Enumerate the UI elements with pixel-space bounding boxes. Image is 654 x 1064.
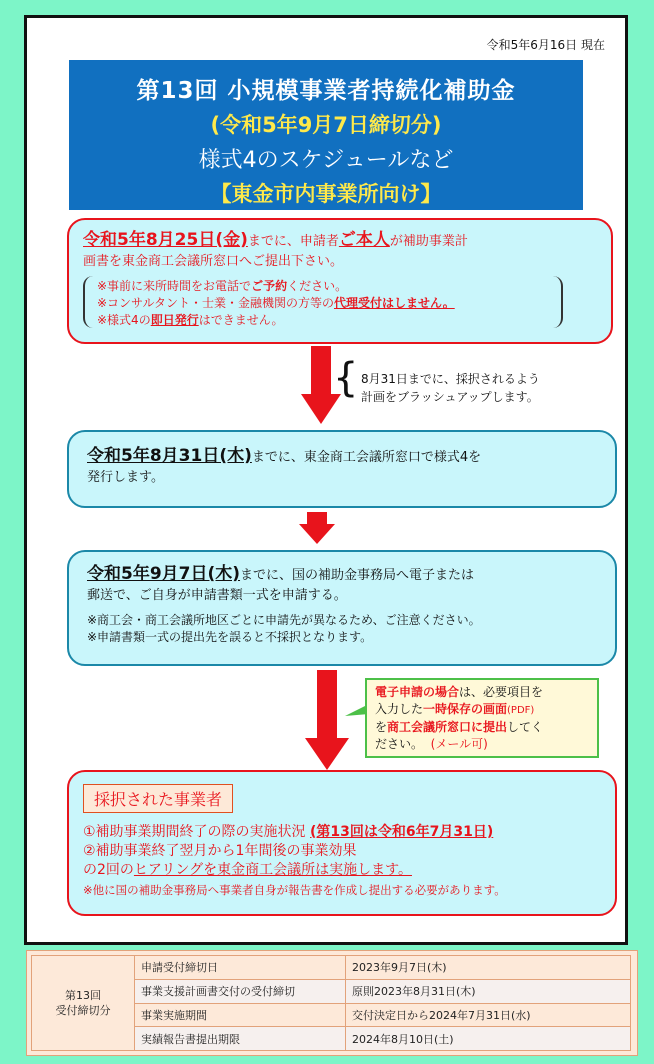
banner-target: 【東金市内事業所向け】 xyxy=(210,182,442,206)
step2-text-b: 発行します。 xyxy=(87,470,164,485)
table-head-cell: 第13回 受付締切分 xyxy=(32,956,135,1051)
flyer-frame xyxy=(24,15,628,945)
table-row-value: 2023年9月7日(木) xyxy=(346,956,631,980)
table-row-value: 交付決定日から2024年7月31日(水) xyxy=(346,1003,631,1027)
step2-date: 令和5年8月31日(木) xyxy=(87,446,252,466)
banner-subtitle: 様式4のスケジュールなど xyxy=(198,148,454,173)
step1-text-b: が補助事業計 xyxy=(389,234,468,249)
step2-box xyxy=(67,430,617,508)
title-banner xyxy=(69,60,583,210)
arrow-down-icon xyxy=(305,670,349,772)
table-row-value: 2024年8月10日(土) xyxy=(346,1027,631,1051)
arrow-down-icon xyxy=(299,512,335,546)
table-row-label: 事業支援計画書交付の受付締切 xyxy=(135,979,346,1003)
step1-text-c: 画書を東金商工会議所窓口へご提出下さい。 xyxy=(83,254,344,269)
step4-line-3: の2回のヒアリングを東金商工会議所は実施します。 xyxy=(83,862,412,878)
step4-box xyxy=(67,770,617,916)
table-row-label: 申請受付締切日 xyxy=(135,956,346,980)
step3-text-b: 郵送で、ご自身が申請書類一式を申請する。 xyxy=(87,588,347,603)
step1-box xyxy=(67,218,613,344)
step1-notes-bracket xyxy=(83,276,563,328)
step2-text-a: までに、東金商工会議所窓口で様式4を xyxy=(251,450,482,465)
step1-text xyxy=(83,230,597,272)
step3-date: 令和5年9月7日(木) xyxy=(87,564,241,584)
table-row-label: 実績報告書提出期限 xyxy=(135,1027,346,1051)
side-note-line2: 計画をブラッシュアップします。 xyxy=(361,390,539,404)
side-note xyxy=(361,370,540,406)
date-stamp: 令和5年6月16日 現在 xyxy=(486,38,605,52)
step1-person: ご本人 xyxy=(338,230,390,250)
step2-text xyxy=(87,446,597,488)
step1-note-3: ※様式4の即日発行はできません。 xyxy=(97,313,284,327)
step3-text xyxy=(87,564,597,606)
step1-date: 令和5年8月25日(金) xyxy=(83,230,248,250)
banner-title: 第13回 小規模事業者持続化補助金 xyxy=(136,78,516,104)
selected-business-tag: 採択された事業者 xyxy=(83,784,233,813)
electronic-application-note: 電子申請の場合は、必要項目を 入力した一時保存の画面(PDF) を商工会議所窓口に提出してく ださい。 (メール可) xyxy=(365,678,599,758)
table-row-label: 事業実施期間 xyxy=(135,1003,346,1027)
step3-note-1: ※商工会・商工会議所地区ごとに申請先が異なるため、ご注意ください。 xyxy=(87,613,481,627)
step4-note: ※他に国の補助金事務局へ事業者自身が報告書を作成し提出する必要があります。 xyxy=(83,883,506,897)
schedule-table xyxy=(31,955,631,1051)
step3-box xyxy=(67,550,617,666)
banner-deadline: (令和5年9月7日締切分) xyxy=(210,113,442,137)
table-row-value: 原則2023年8月31日(木) xyxy=(346,979,631,1003)
step1-note-2: ※コンサルタント・士業・金融機関の方等の代理受付はしません。 xyxy=(97,296,455,310)
step1-text-a: までに、申請者 xyxy=(247,234,339,249)
side-note-line1: 8月31日までに、採択されるよう xyxy=(361,372,540,386)
step1-note-1: ※事前に来所時間をお電話でご予約ください。 xyxy=(97,279,348,293)
curly-brace-icon: { xyxy=(333,355,359,401)
schedule-table-wrap xyxy=(26,950,638,1056)
step3-text-a: までに、国の補助金事務局へ電子または xyxy=(240,568,475,583)
step4-line-2: ②補助事業終了翌月から1年間後の事業効果 xyxy=(83,843,357,859)
step4-line-1: ①補助事業期間終了の際の実施状況 (第13回は令和6年7月31日) xyxy=(83,824,494,840)
step3-note-2: ※申請書類一式の提出先を誤ると不採択となります。 xyxy=(87,630,373,644)
step4-lines xyxy=(83,823,601,880)
